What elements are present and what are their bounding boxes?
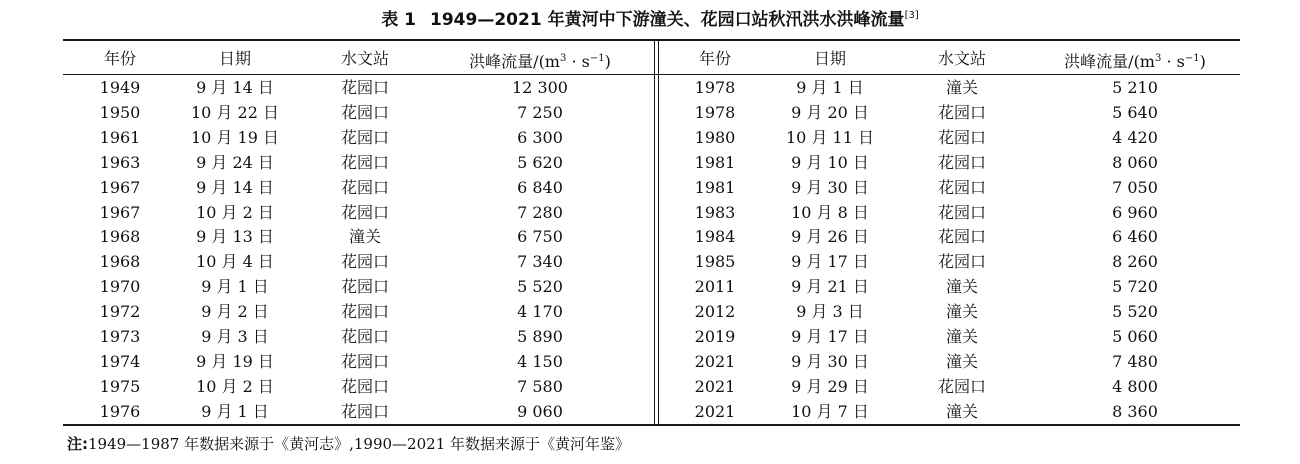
cell-station: 花园口 xyxy=(340,102,389,122)
cell-station: 花园口 xyxy=(937,376,986,396)
cell-station: 花园口 xyxy=(937,127,986,147)
table-row xyxy=(0,76,1300,101)
cell-flow: 6 750 xyxy=(517,227,563,247)
cell-year: 1978 xyxy=(694,78,736,97)
cell-date: 9 月 26 日 xyxy=(791,227,869,247)
cell-station: 花园口 xyxy=(340,78,389,97)
header-flow: 洪峰流量$/(m^3 \cdot s^{-1})$ xyxy=(469,52,611,71)
cell-year: 1970 xyxy=(99,277,141,297)
cell-station: 潼关 xyxy=(945,78,978,97)
cell-station: 花园口 xyxy=(340,351,389,371)
cell-date: 9 月 30 日 xyxy=(791,351,869,371)
cell-year: 1968 xyxy=(99,227,141,247)
cell-year: 1950 xyxy=(99,102,141,122)
reference-marker: [3] xyxy=(904,10,919,21)
cell-year: 1978 xyxy=(694,102,736,122)
cell-date: 9 月 19 日 xyxy=(196,351,274,371)
cell-station: 潼关 xyxy=(945,302,978,322)
cell-date: 9 月 14 日 xyxy=(196,78,274,97)
cell-station: 潼关 xyxy=(945,351,978,371)
cell-flow: 7 340 xyxy=(517,252,563,272)
cell-year: 1983 xyxy=(694,202,736,222)
header-station: 水文站 xyxy=(340,49,389,68)
cell-flow: 6 460 xyxy=(1112,227,1158,247)
cell-flow: 4 170 xyxy=(517,302,563,322)
cell-year: 1973 xyxy=(99,327,141,346)
cell-date: 10 月 22 日 xyxy=(191,102,279,122)
cell-year: 1981 xyxy=(694,152,736,172)
cell-flow: 5 640 xyxy=(1112,102,1158,122)
cell-year: 1985 xyxy=(694,252,736,272)
table-number: 表 1 xyxy=(381,10,417,30)
cell-year: 1961 xyxy=(99,127,141,147)
cell-flow: 4 150 xyxy=(517,351,563,371)
cell-year: 2021 xyxy=(694,401,736,421)
cell-station: 花园口 xyxy=(340,376,389,396)
cell-date: 9 月 10 日 xyxy=(791,152,869,172)
cell-date: 9 月 24 日 xyxy=(196,152,274,172)
table-title: 1949—2021 年黄河中下游潼关、花园口站秋汛洪水洪峰流量 xyxy=(430,10,905,30)
cell-flow: 5 210 xyxy=(1112,78,1158,97)
cell-flow: 9 060 xyxy=(517,401,563,421)
cell-year: 1974 xyxy=(99,351,141,371)
cell-station: 花园口 xyxy=(340,277,389,297)
cell-year: 1968 xyxy=(99,252,141,272)
cell-year: 2012 xyxy=(694,302,736,322)
cell-date: 9 月 30 日 xyxy=(791,177,869,197)
table-row xyxy=(0,250,1300,275)
cell-date: 9 月 1 日 xyxy=(796,78,864,97)
cell-year: 1967 xyxy=(99,177,141,197)
table-row xyxy=(0,325,1300,350)
cell-date: 10 月 2 日 xyxy=(196,376,274,396)
table-row xyxy=(0,350,1300,375)
cell-station: 花园口 xyxy=(937,102,986,122)
table-row xyxy=(0,300,1300,325)
cell-date: 9 月 29 日 xyxy=(791,376,869,396)
cell-date: 10 月 4 日 xyxy=(196,252,274,272)
table-row xyxy=(0,225,1300,250)
cell-year: 1984 xyxy=(694,227,736,247)
table-row xyxy=(0,201,1300,226)
cell-date: 9 月 21 日 xyxy=(791,277,869,297)
cell-flow: 4 800 xyxy=(1112,376,1158,396)
cell-flow: 12 300 xyxy=(512,78,568,97)
cell-station: 花园口 xyxy=(340,177,389,197)
cell-date: 9 月 1 日 xyxy=(201,277,269,297)
cell-station: 花园口 xyxy=(340,252,389,272)
cell-date: 10 月 11 日 xyxy=(786,127,874,147)
cell-year: 2021 xyxy=(694,351,736,371)
cell-date: 9 月 3 日 xyxy=(201,327,269,346)
cell-flow: 5 890 xyxy=(517,327,563,346)
table-top-rule xyxy=(63,39,1240,41)
cell-date: 10 月 2 日 xyxy=(196,202,274,222)
table-caption xyxy=(0,4,1300,32)
cell-date: 9 月 2 日 xyxy=(201,302,269,322)
cell-date: 9 月 17 日 xyxy=(791,252,869,272)
cell-year: 1967 xyxy=(99,202,141,222)
cell-station: 花园口 xyxy=(937,227,986,247)
cell-flow: 5 620 xyxy=(517,152,563,172)
cell-year: 1972 xyxy=(99,302,141,322)
cell-year: 1975 xyxy=(99,376,141,396)
cell-station: 花园口 xyxy=(340,302,389,322)
cell-year: 1963 xyxy=(99,152,141,172)
cell-flow: 5 060 xyxy=(1112,327,1158,346)
table-row xyxy=(0,151,1300,176)
cell-station: 潼关 xyxy=(945,277,978,297)
cell-date: 10 月 19 日 xyxy=(191,127,279,147)
cell-station: 花园口 xyxy=(937,177,986,197)
cell-station: 花园口 xyxy=(937,152,986,172)
cell-year: 2021 xyxy=(694,376,736,396)
table-row xyxy=(0,375,1300,400)
cell-flow: 6 960 xyxy=(1112,202,1158,222)
header-flow: 洪峰流量$/(m^3 \cdot s^{-1})$ xyxy=(1064,52,1206,71)
cell-year: 1949 xyxy=(99,78,141,97)
cell-flow: 7 280 xyxy=(517,202,563,222)
cell-flow: 7 050 xyxy=(1112,177,1158,197)
table-row xyxy=(0,126,1300,151)
cell-station: 花园口 xyxy=(340,152,389,172)
cell-flow: 7 480 xyxy=(1112,351,1158,371)
cell-station: 花园口 xyxy=(937,202,986,222)
table-row xyxy=(0,101,1300,126)
header-date: 日期 xyxy=(218,49,251,68)
table-note xyxy=(67,432,630,456)
table-row xyxy=(0,400,1300,425)
cell-flow: 6 840 xyxy=(517,177,563,197)
cell-flow: 4 420 xyxy=(1112,127,1158,147)
cell-station: 花园口 xyxy=(340,202,389,222)
note-label: 注: xyxy=(67,435,88,453)
cell-flow: 8 060 xyxy=(1112,152,1158,172)
cell-station: 潼关 xyxy=(945,401,978,421)
cell-flow: 8 260 xyxy=(1112,252,1158,272)
cell-flow: 7 250 xyxy=(517,102,563,122)
cell-date: 9 月 13 日 xyxy=(196,227,274,247)
cell-year: 1980 xyxy=(694,127,736,147)
cell-flow: 5 520 xyxy=(517,277,563,297)
cell-date: 9 月 17 日 xyxy=(791,327,869,346)
cell-date: 9 月 3 日 xyxy=(796,302,864,322)
cell-date: 10 月 7 日 xyxy=(791,401,869,421)
table-row xyxy=(0,176,1300,201)
cell-year: 1981 xyxy=(694,177,736,197)
cell-flow: 5 720 xyxy=(1112,277,1158,297)
header-station: 水文站 xyxy=(937,49,986,68)
cell-date: 9 月 1 日 xyxy=(201,401,269,421)
cell-station: 花园口 xyxy=(937,252,986,272)
cell-year: 1976 xyxy=(99,401,141,421)
header-year: 年份 xyxy=(698,49,731,68)
cell-year: 2011 xyxy=(694,277,736,297)
cell-flow: 8 360 xyxy=(1112,401,1158,421)
cell-flow: 5 520 xyxy=(1112,302,1158,322)
cell-station: 花园口 xyxy=(340,327,389,346)
cell-station: 潼关 xyxy=(945,327,978,346)
header-year: 年份 xyxy=(103,49,136,68)
cell-flow: 7 580 xyxy=(517,376,563,396)
cell-station: 花园口 xyxy=(340,127,389,147)
cell-date: 9 月 14 日 xyxy=(196,177,274,197)
cell-date: 9 月 20 日 xyxy=(791,102,869,122)
table-header-rule xyxy=(63,74,1240,75)
cell-flow: 6 300 xyxy=(517,127,563,147)
cell-date: 10 月 8 日 xyxy=(791,202,869,222)
cell-station: 花园口 xyxy=(340,401,389,421)
cell-station: 潼关 xyxy=(348,227,381,247)
note-text: 1949—1987 年数据来源于《黄河志》,1990—2021 年数据来源于《黄河年鉴》 xyxy=(88,435,631,453)
header-date: 日期 xyxy=(813,49,846,68)
cell-year: 2019 xyxy=(694,327,736,346)
table-row xyxy=(0,275,1300,300)
